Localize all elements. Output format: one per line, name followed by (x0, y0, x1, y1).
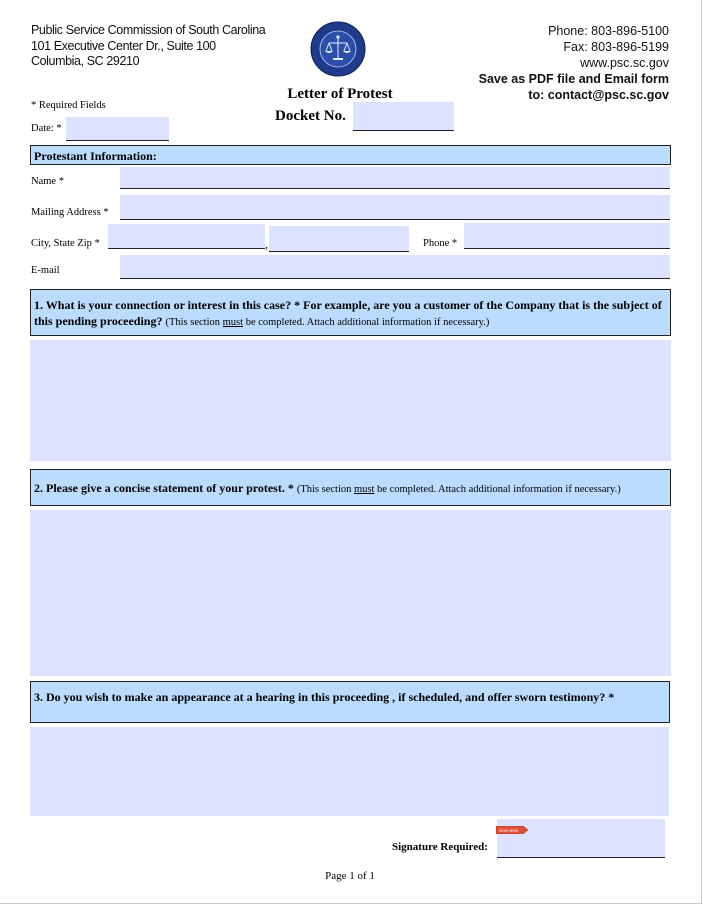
website-link[interactable]: www.psc.sc.gov (580, 56, 669, 70)
phone-field[interactable] (464, 223, 670, 249)
org-name: Public Service Commission of South Carolina (31, 23, 266, 37)
question-1-text: 1. What is your connection or interest in this case? * For example, are you a customer of the Company that is the subject of this pending proceeding? (34, 298, 662, 328)
city-state-zip-label: City, State Zip * (31, 238, 100, 249)
name-field[interactable] (120, 167, 670, 189)
email-field[interactable] (120, 255, 670, 279)
question-2-header (30, 469, 671, 506)
question-3-header (30, 681, 670, 723)
question-3-answer-field[interactable] (30, 727, 669, 816)
phone-number: Phone: 803-896-5100 (548, 24, 669, 38)
date-label: Date: * (31, 123, 62, 134)
sign-here-tag (496, 821, 528, 833)
page-number: Page 1 of 1 (325, 870, 375, 882)
required-fields-note: * Required Fields (31, 100, 106, 111)
question-2-note-pre: (This section (296, 484, 354, 495)
contact-block (409, 23, 669, 103)
email-contact[interactable]: to: contact@psc.sc.gov (528, 88, 669, 102)
address-line-1: 101 Executive Center Dr., Suite 100 (31, 38, 216, 53)
question-1-note-must: must (222, 317, 244, 328)
question-1-note-pre: (This section (165, 317, 223, 328)
question-1-header (30, 289, 671, 336)
question-2-text: 2. Please give a concise statement of your protest. * (34, 481, 294, 495)
docket-label: Docket No. (275, 108, 346, 124)
question-2-answer-field[interactable] (30, 510, 671, 676)
city-comma: , (265, 237, 268, 251)
city-field[interactable] (108, 224, 265, 249)
question-1-note (165, 317, 489, 328)
form-title: Letter of Protest (287, 86, 393, 102)
question-1-answer-field[interactable] (30, 340, 671, 461)
question-2-note-must: must (354, 484, 375, 495)
email-label: E-mail (31, 265, 60, 276)
protestant-info-title: Protestant Information: (34, 149, 157, 163)
name-label: Name * (31, 176, 64, 187)
mailing-address-field[interactable] (120, 195, 670, 220)
protestant-info-header (30, 145, 671, 165)
docket-number-field[interactable] (353, 102, 454, 131)
save-instruction: Save as PDF file and Email form (478, 72, 669, 86)
signature-label: Signature Required: (392, 841, 488, 853)
sign-here-text: SIGN HERE (499, 829, 519, 833)
phone-label: Phone * (423, 238, 458, 249)
commission-seal-logo (310, 21, 366, 77)
date-field[interactable] (66, 117, 169, 141)
org-address-block (31, 23, 281, 70)
state-zip-field[interactable] (269, 226, 409, 252)
question-2-note-post: be completed. Attach additional information if necessary.) (374, 484, 621, 495)
question-2-note (297, 484, 621, 495)
question-1-note-post: be completed. Attach additional information if necessary.) (243, 317, 490, 328)
mailing-address-label: Mailing Address * (31, 207, 109, 218)
fax-number: Fax: 803-896-5199 (563, 40, 669, 54)
question-3-text: 3. Do you wish to make an appearance at a hearing in this proceeding , if scheduled, and offer sworn testimony? * (34, 690, 615, 704)
address-line-2: Columbia, SC 29210 (31, 54, 140, 68)
